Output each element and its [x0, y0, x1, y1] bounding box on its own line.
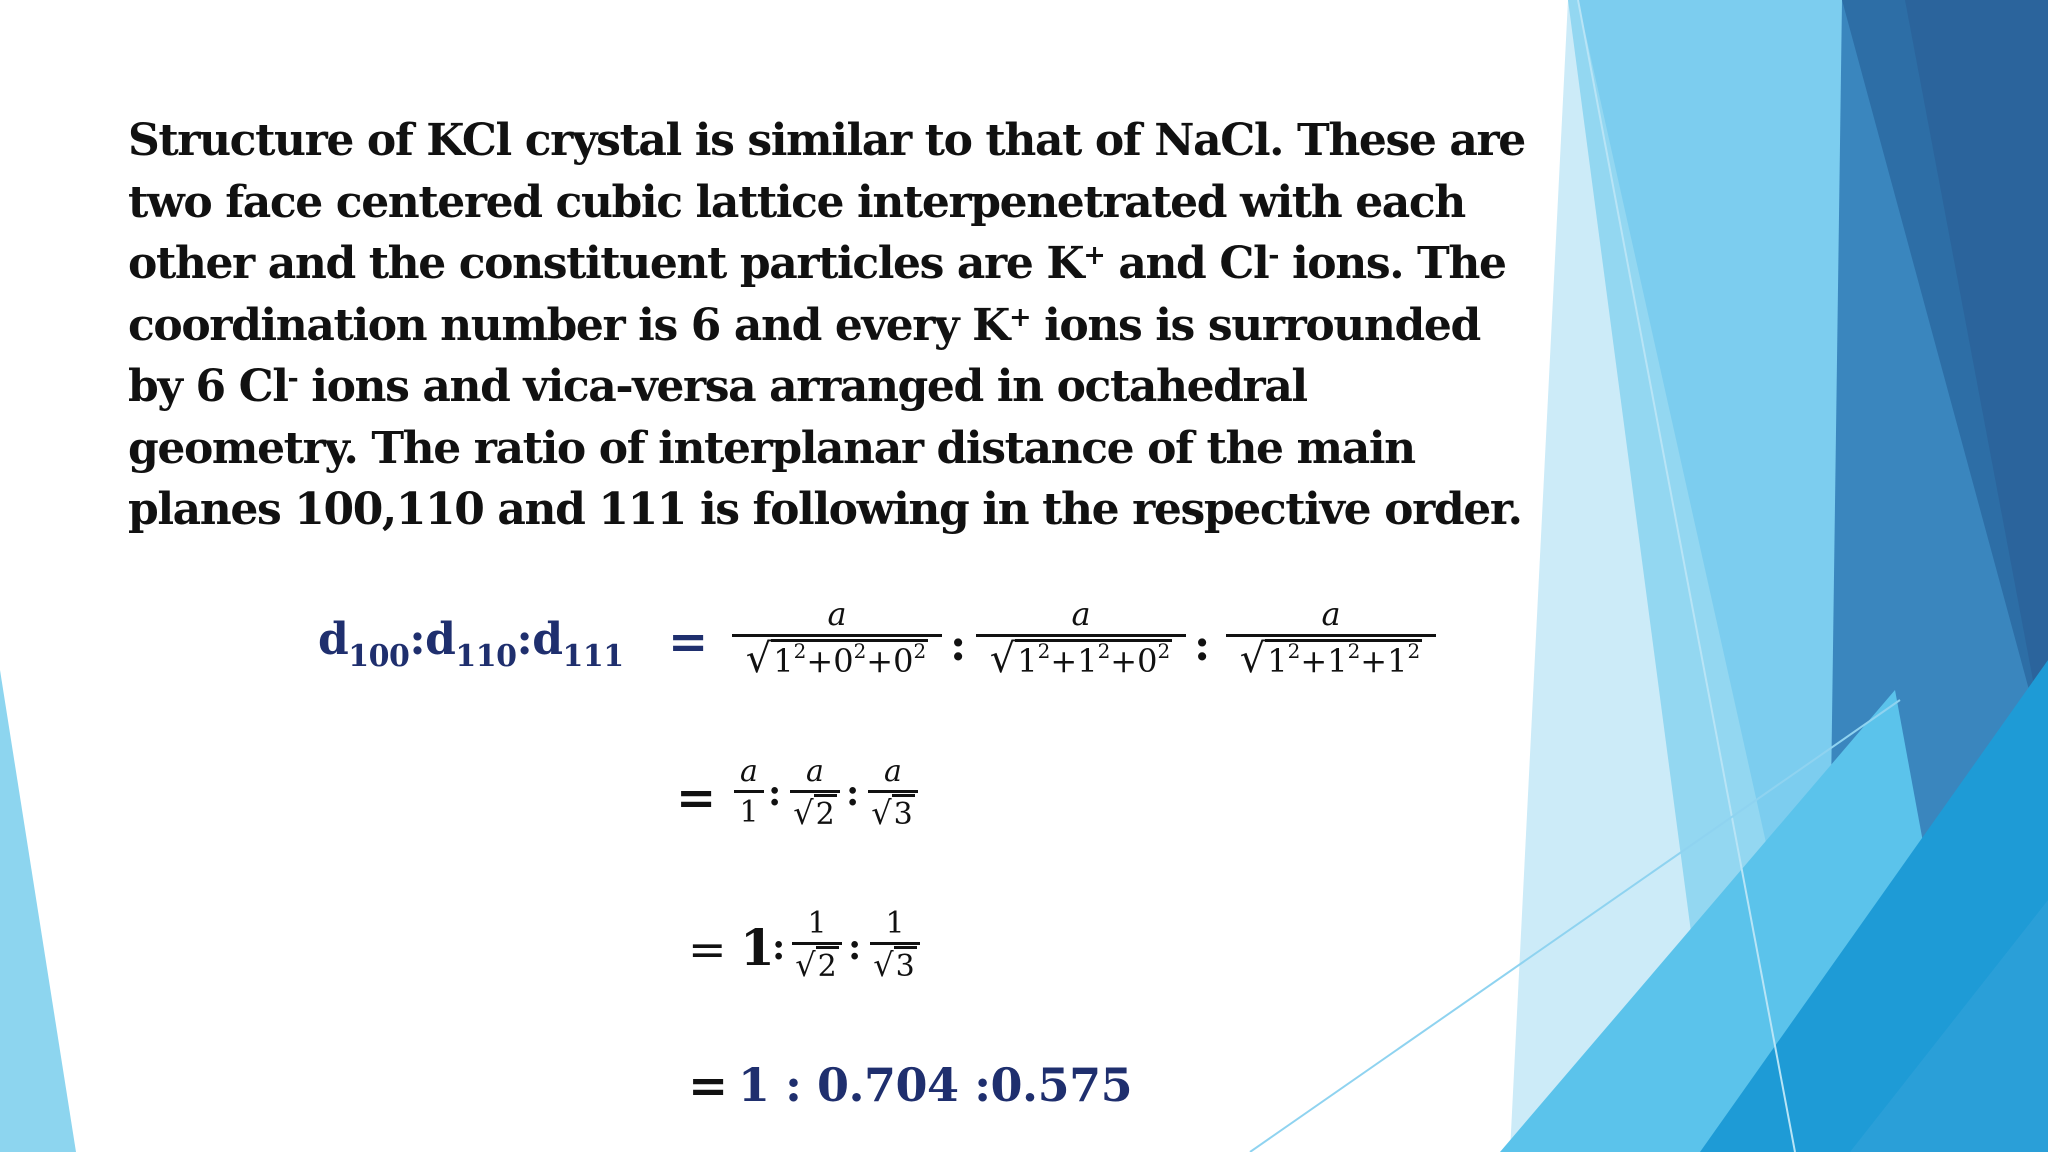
- numerator: a: [1321, 595, 1341, 633]
- sqrt-icon: √: [1239, 636, 1266, 682]
- fraction-1-over-sqrt2: [792, 906, 842, 987]
- paragraph-text: ions and vica-versa arranged in octahedral geometry. The ratio of interplanar distance of the main planes 100,110 and 111 is following in the respective order.: [128, 361, 1522, 535]
- superscript: -: [1268, 240, 1279, 271]
- ratio-colon: :: [409, 614, 426, 665]
- equals-sign: =: [668, 614, 709, 670]
- denominator: $√1^2+0^2+0^2$: [745, 636, 927, 682]
- numerator: 1: [885, 906, 905, 941]
- symbol-d: d: [532, 614, 563, 665]
- denominator: √2: [795, 946, 837, 984]
- subscript: 111: [562, 639, 624, 674]
- ratio-one: 1: [740, 918, 775, 977]
- fraction-a-over-sqrt3: [868, 754, 918, 835]
- fraction-111: [1226, 594, 1436, 683]
- description-paragraph: [128, 110, 1528, 541]
- denominator: 1: [739, 795, 759, 830]
- numerator: a: [740, 754, 758, 789]
- paragraph-text: Structure of KCl crystal is similar to that of NaCl. These are two face centered cubic lattice interpenetrated with each other and the constituent particles are K: [128, 115, 1525, 289]
- fraction-a-over-1: [734, 754, 764, 833]
- ratio-result: 1 : 0.704 :0.575: [738, 1058, 1133, 1112]
- symbol-d: d: [425, 614, 456, 665]
- superscript: +: [1008, 301, 1031, 333]
- ratio-colon: :: [768, 772, 782, 814]
- ratio-colon: :: [848, 926, 862, 968]
- sqrt-icon: √: [745, 636, 772, 682]
- superscript: -: [287, 363, 298, 394]
- equation-lhs: [318, 614, 624, 674]
- ratio-colon: :: [1194, 620, 1211, 671]
- numerator: a: [827, 595, 847, 633]
- numerator: a: [806, 754, 824, 789]
- numerator: a: [1071, 595, 1091, 633]
- subscript: 100: [348, 639, 410, 674]
- numerator: 1: [807, 906, 827, 941]
- denominator: $√1^2+1^2+0^2$: [989, 636, 1171, 682]
- symbol-d: d: [318, 614, 349, 665]
- ratio-colon: :: [950, 620, 967, 671]
- denominator: √3: [871, 794, 913, 832]
- paragraph-text: ions. The coordination number is 6 and every K: [128, 238, 1506, 351]
- sqrt-icon: √: [795, 946, 816, 984]
- fraction-100: [732, 594, 942, 683]
- ratio-colon: :: [846, 772, 860, 814]
- paragraph-text: ions is surrounded by 6 Cl: [128, 299, 1480, 412]
- denominator: $√1^2+1^2+1^2$: [1239, 636, 1421, 682]
- superscript: +: [1083, 240, 1105, 271]
- sqrt-icon: √: [793, 794, 814, 832]
- numerator: a: [884, 754, 902, 789]
- paragraph-text: and Cl: [1104, 238, 1269, 289]
- ratio-colon: :: [772, 926, 786, 968]
- left-accent-shape: [0, 670, 76, 1152]
- denominator: √2: [793, 794, 835, 832]
- fraction-110: [976, 594, 1186, 683]
- equals-sign: =: [688, 922, 727, 976]
- equals-sign: =: [688, 1058, 729, 1114]
- subscript: 110: [455, 639, 517, 674]
- ratio-colon: :: [516, 614, 533, 665]
- sqrt-icon: √: [871, 794, 892, 832]
- equals-sign: =: [676, 770, 717, 826]
- denominator: √3: [873, 946, 915, 984]
- sqrt-icon: √: [989, 636, 1016, 682]
- fraction-a-over-sqrt2: [790, 754, 840, 835]
- fraction-1-over-sqrt3: [870, 906, 920, 987]
- sqrt-icon: √: [873, 946, 894, 984]
